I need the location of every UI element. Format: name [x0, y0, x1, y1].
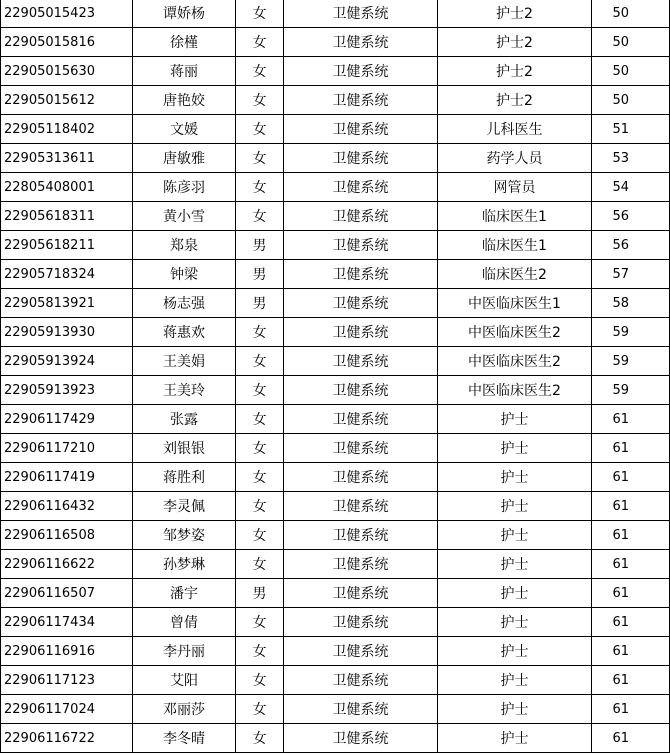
position-cell: 护士	[438, 521, 592, 550]
position-cell: 护士	[438, 405, 592, 434]
position-cell: 护士2	[438, 28, 592, 57]
gender-cell: 女	[236, 666, 284, 695]
name-cell: 徐槿	[133, 28, 236, 57]
position-cell: 药学人员	[438, 144, 592, 173]
position-code-cell: 61	[592, 405, 670, 434]
position-code-cell: 59	[592, 347, 670, 376]
table-row	[1, 579, 670, 608]
table-row	[1, 492, 670, 521]
gender-cell: 男	[236, 579, 284, 608]
gender-cell: 男	[236, 260, 284, 289]
system-cell: 卫健系统	[284, 86, 438, 115]
gender-cell: 女	[236, 173, 284, 202]
gender-cell: 女	[236, 202, 284, 231]
exam-number-cell: 22906117429	[1, 405, 133, 434]
name-cell: 蒋惠欢	[133, 318, 236, 347]
name-cell: 李丹丽	[133, 637, 236, 666]
table-row	[1, 724, 670, 753]
exam-number-cell: 22906116722	[1, 724, 133, 753]
table-row	[1, 173, 670, 202]
table-row	[1, 28, 670, 57]
position-code-cell: 56	[592, 202, 670, 231]
position-code-cell: 61	[592, 666, 670, 695]
gender-cell: 男	[236, 289, 284, 318]
name-cell: 张露	[133, 405, 236, 434]
exam-number-cell: 22906117434	[1, 608, 133, 637]
system-cell: 卫健系统	[284, 695, 438, 724]
system-cell: 卫健系统	[284, 521, 438, 550]
position-code-cell: 54	[592, 173, 670, 202]
exam-number-cell: 22906117210	[1, 434, 133, 463]
table-row	[1, 115, 670, 144]
exam-number-cell: 22905015816	[1, 28, 133, 57]
position-cell: 护士2	[438, 57, 592, 86]
system-cell: 卫健系统	[284, 115, 438, 144]
exam-number-cell: 22906116622	[1, 550, 133, 579]
system-cell: 卫健系统	[284, 463, 438, 492]
gender-cell: 女	[236, 86, 284, 115]
name-cell: 钟梁	[133, 260, 236, 289]
name-cell: 刘银银	[133, 434, 236, 463]
name-cell: 潘宇	[133, 579, 236, 608]
system-cell: 卫健系统	[284, 231, 438, 260]
system-cell: 卫健系统	[284, 608, 438, 637]
position-code-cell: 59	[592, 376, 670, 405]
gender-cell: 女	[236, 463, 284, 492]
position-cell: 护士	[438, 463, 592, 492]
table-row	[1, 57, 670, 86]
position-code-cell: 61	[592, 637, 670, 666]
position-code-cell: 61	[592, 492, 670, 521]
position-code-cell: 59	[592, 318, 670, 347]
table-row	[1, 550, 670, 579]
system-cell: 卫健系统	[284, 289, 438, 318]
exam-number-cell: 22905618311	[1, 202, 133, 231]
position-cell: 护士	[438, 608, 592, 637]
table-row	[1, 666, 670, 695]
position-code-cell: 50	[592, 57, 670, 86]
position-cell: 护士	[438, 724, 592, 753]
table-row	[1, 260, 670, 289]
system-cell: 卫健系统	[284, 260, 438, 289]
position-code-cell: 57	[592, 260, 670, 289]
system-cell: 卫健系统	[284, 376, 438, 405]
gender-cell: 女	[236, 434, 284, 463]
table-row	[1, 608, 670, 637]
system-cell: 卫健系统	[284, 57, 438, 86]
name-cell: 艾阳	[133, 666, 236, 695]
system-cell: 卫健系统	[284, 144, 438, 173]
exam-number-cell: 22906117024	[1, 695, 133, 724]
table-row	[1, 86, 670, 115]
name-cell: 唐敏雅	[133, 144, 236, 173]
position-cell: 护士	[438, 695, 592, 724]
name-cell: 蒋胜利	[133, 463, 236, 492]
gender-cell: 女	[236, 0, 284, 28]
exam-number-cell: 22805408001	[1, 173, 133, 202]
position-cell: 护士	[438, 579, 592, 608]
table-row	[1, 376, 670, 405]
position-code-cell: 61	[592, 434, 670, 463]
exam-number-cell: 22905618211	[1, 231, 133, 260]
gender-cell: 女	[236, 550, 284, 579]
table-row	[1, 637, 670, 666]
position-code-cell: 61	[592, 579, 670, 608]
position-code-cell: 61	[592, 724, 670, 753]
gender-cell: 女	[236, 57, 284, 86]
exam-number-cell: 22905118402	[1, 115, 133, 144]
name-cell: 邹梦姿	[133, 521, 236, 550]
name-cell: 谭娇杨	[133, 0, 236, 28]
system-cell: 卫健系统	[284, 28, 438, 57]
position-code-cell: 58	[592, 289, 670, 318]
exam-number-cell: 22905813921	[1, 289, 133, 318]
exam-number-cell: 22906116432	[1, 492, 133, 521]
exam-number-cell: 22906116507	[1, 579, 133, 608]
position-code-cell: 50	[592, 86, 670, 115]
position-cell: 护士2	[438, 86, 592, 115]
gender-cell: 女	[236, 115, 284, 144]
gender-cell: 女	[236, 492, 284, 521]
position-cell: 护士	[438, 492, 592, 521]
system-cell: 卫健系统	[284, 550, 438, 579]
position-code-cell: 50	[592, 0, 670, 28]
exam-number-cell: 22906117419	[1, 463, 133, 492]
exam-number-cell: 22905015630	[1, 57, 133, 86]
position-code-cell: 56	[592, 231, 670, 260]
table-row	[1, 0, 670, 28]
name-cell: 陈彦羽	[133, 173, 236, 202]
position-code-cell: 51	[592, 115, 670, 144]
position-cell: 临床医生1	[438, 231, 592, 260]
system-cell: 卫健系统	[284, 637, 438, 666]
exam-number-cell: 22905913923	[1, 376, 133, 405]
exam-number-cell: 22905718324	[1, 260, 133, 289]
system-cell: 卫健系统	[284, 347, 438, 376]
exam-number-cell: 22905313611	[1, 144, 133, 173]
position-code-cell: 61	[592, 550, 670, 579]
name-cell: 蒋丽	[133, 57, 236, 86]
position-code-cell: 53	[592, 144, 670, 173]
exam-number-cell: 22906117123	[1, 666, 133, 695]
system-cell: 卫健系统	[284, 492, 438, 521]
table-row	[1, 463, 670, 492]
position-cell: 护士2	[438, 0, 592, 28]
table-row	[1, 434, 670, 463]
name-cell: 王美玲	[133, 376, 236, 405]
name-cell: 黄小雪	[133, 202, 236, 231]
name-cell: 李冬晴	[133, 724, 236, 753]
name-cell: 杨志强	[133, 289, 236, 318]
table-row	[1, 318, 670, 347]
position-cell: 中医临床医生1	[438, 289, 592, 318]
position-cell: 临床医生2	[438, 260, 592, 289]
gender-cell: 女	[236, 144, 284, 173]
system-cell: 卫健系统	[284, 202, 438, 231]
system-cell: 卫健系统	[284, 405, 438, 434]
exam-number-cell: 22905015612	[1, 86, 133, 115]
exam-number-cell: 22906116508	[1, 521, 133, 550]
name-cell: 李灵佩	[133, 492, 236, 521]
system-cell: 卫健系统	[284, 434, 438, 463]
exam-number-cell: 22905015423	[1, 0, 133, 28]
table-body	[1, 0, 670, 753]
table-row	[1, 695, 670, 724]
system-cell: 卫健系统	[284, 0, 438, 28]
system-cell: 卫健系统	[284, 666, 438, 695]
name-cell: 王美娟	[133, 347, 236, 376]
table-row	[1, 347, 670, 376]
gender-cell: 女	[236, 637, 284, 666]
position-cell: 中医临床医生2	[438, 318, 592, 347]
name-cell: 郑泉	[133, 231, 236, 260]
position-code-cell: 50	[592, 28, 670, 57]
gender-cell: 女	[236, 608, 284, 637]
gender-cell: 女	[236, 724, 284, 753]
position-cell: 护士	[438, 434, 592, 463]
name-cell: 孙梦琳	[133, 550, 236, 579]
gender-cell: 女	[236, 405, 284, 434]
position-code-cell: 61	[592, 608, 670, 637]
gender-cell: 女	[236, 695, 284, 724]
position-code-cell: 61	[592, 521, 670, 550]
position-cell: 护士	[438, 550, 592, 579]
position-cell: 护士	[438, 637, 592, 666]
system-cell: 卫健系统	[284, 724, 438, 753]
exam-number-cell: 22905913930	[1, 318, 133, 347]
position-code-cell: 61	[592, 463, 670, 492]
position-cell: 中医临床医生2	[438, 347, 592, 376]
system-cell: 卫健系统	[284, 318, 438, 347]
name-cell: 曾倩	[133, 608, 236, 637]
exam-number-cell: 22906116916	[1, 637, 133, 666]
table-row	[1, 289, 670, 318]
gender-cell: 女	[236, 28, 284, 57]
position-cell: 儿科医生	[438, 115, 592, 144]
system-cell: 卫健系统	[284, 173, 438, 202]
gender-cell: 女	[236, 521, 284, 550]
system-cell: 卫健系统	[284, 579, 438, 608]
position-code-cell: 61	[592, 695, 670, 724]
gender-cell: 女	[236, 376, 284, 405]
position-cell: 护士	[438, 666, 592, 695]
table-row	[1, 144, 670, 173]
gender-cell: 女	[236, 318, 284, 347]
table-row	[1, 521, 670, 550]
position-cell: 中医临床医生2	[438, 376, 592, 405]
gender-cell: 女	[236, 347, 284, 376]
exam-number-cell: 22905913924	[1, 347, 133, 376]
name-cell: 文媛	[133, 115, 236, 144]
table-row	[1, 405, 670, 434]
position-cell: 临床医生1	[438, 202, 592, 231]
position-cell: 网管员	[438, 173, 592, 202]
name-cell: 唐艳姣	[133, 86, 236, 115]
gender-cell: 男	[236, 231, 284, 260]
table-row	[1, 202, 670, 231]
name-cell: 邓丽莎	[133, 695, 236, 724]
table-row	[1, 231, 670, 260]
